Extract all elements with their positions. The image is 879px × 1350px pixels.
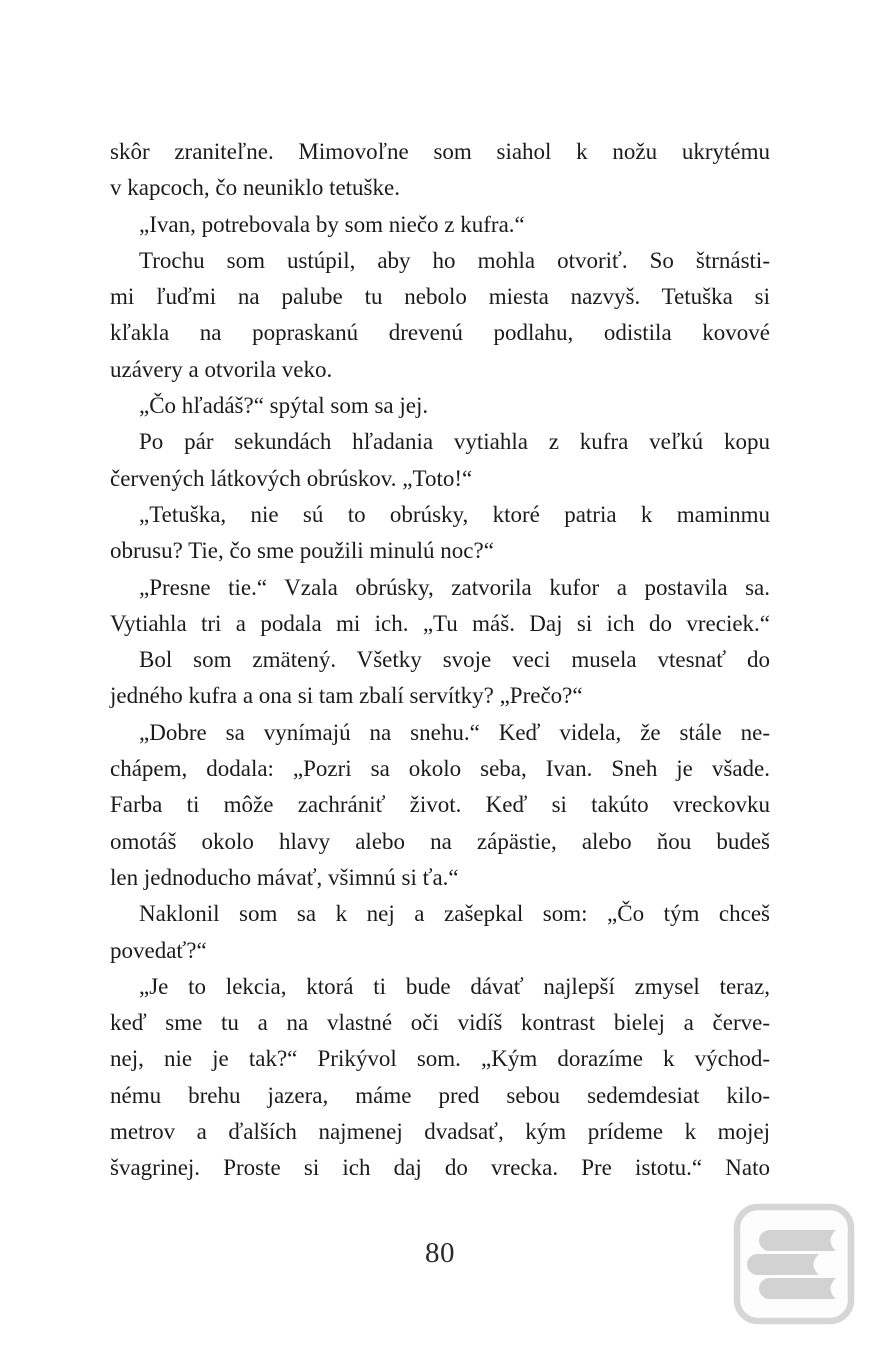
text-line: „Čo hľadáš?“ spýtal som sa jej. <box>139 393 429 419</box>
body-text <box>110 134 770 1187</box>
page-number: 80 <box>425 1237 455 1269</box>
text-line: v kapcoch, čo neuniklo tetuške. <box>110 175 400 201</box>
text-line: „Presne tie.“ Vzala obrúsky, zatvorila kufor a postavila sa. <box>139 574 770 600</box>
text-line: obrusu? Tie, čo sme použili minulú noc?“ <box>110 538 494 564</box>
text-line: povedať?“ <box>110 937 207 963</box>
text-line: jedného kufra a ona si tam zbalí servítky? „Prečo?“ <box>110 683 583 709</box>
text-line: nému brehu jazera, máme pred sebou sedemdesiat kilo- <box>110 1082 770 1108</box>
text-line: „Ivan, potrebovala by som niečo z kufra.“ <box>139 211 525 237</box>
text-line: „Tetuška, nie sú to obrúsky, ktoré patria k maminmu <box>139 501 770 527</box>
text-line: uzávery a otvorila veko. <box>110 356 333 382</box>
text-line: kľakla na popraskanú drevenú podlahu, odistila kovové <box>110 320 770 346</box>
text-line: mi ľuďmi na palube tu nebolo miesta nazvyš. Tetuška si <box>110 284 770 310</box>
text-line: „Dobre sa vynímajú na snehu.“ Keď videla, že stále ne- <box>139 719 770 745</box>
text-line: Naklonil som sa k nej a zašepkal som: „Čo tým chceš <box>139 901 770 927</box>
text-line: nej, nie je tak?“ Prikývol som. „Kým dorazíme k východ- <box>110 1046 770 1072</box>
text-line: Trochu som ustúpil, aby ho mohla otvoriť. So štrnásti- <box>139 247 770 273</box>
text-line: Bol som zmätený. Všetky svoje veci musela vtesnať do <box>139 647 770 673</box>
book-spine-top <box>759 1230 836 1251</box>
publisher-watermark <box>733 1203 855 1325</box>
text-line: metrov a ďalších najmenej dvadsať, kým prídeme k mojej <box>110 1119 770 1145</box>
text-line: Farba ti môže zachrániť život. Keď si takúto vreckovku <box>110 792 770 818</box>
text-line: Po pár sekundách hľadania vytiahla z kufra veľkú kopu <box>139 429 770 455</box>
text-line: červených látkových obrúskov. „Toto!“ <box>110 465 473 491</box>
text-line: keď sme tu a na vlastné oči vidíš kontrast bielej a červe- <box>110 1010 770 1036</box>
book-spine-middle <box>747 1254 819 1275</box>
text-line: švagrinej. Proste si ich daj do vrecka. Pre istotu.“ Nato <box>110 1155 770 1181</box>
book-spine-bottom <box>759 1278 836 1299</box>
text-line: chápem, dodala: „Pozri sa okolo seba, Ivan. Sneh je všade. <box>110 756 770 782</box>
stacked-books-logo-icon <box>733 1203 855 1325</box>
text-line: Vytiahla tri a podala mi ich. „Tu máš. Daj si ich do vreciek.“ <box>110 610 770 636</box>
text-line: omotáš okolo hlavy alebo na zápästie, alebo ňou budeš <box>110 828 770 854</box>
text-line: „Je to lekcia, ktorá ti bude dávať najlepší zmysel teraz, <box>139 973 770 999</box>
text-line: len jednoducho mávať, všimnú si ťa.“ <box>110 864 459 890</box>
text-line: skôr zraniteľne. Mimovoľne som siahol k nožu ukrytému <box>110 139 770 164</box>
